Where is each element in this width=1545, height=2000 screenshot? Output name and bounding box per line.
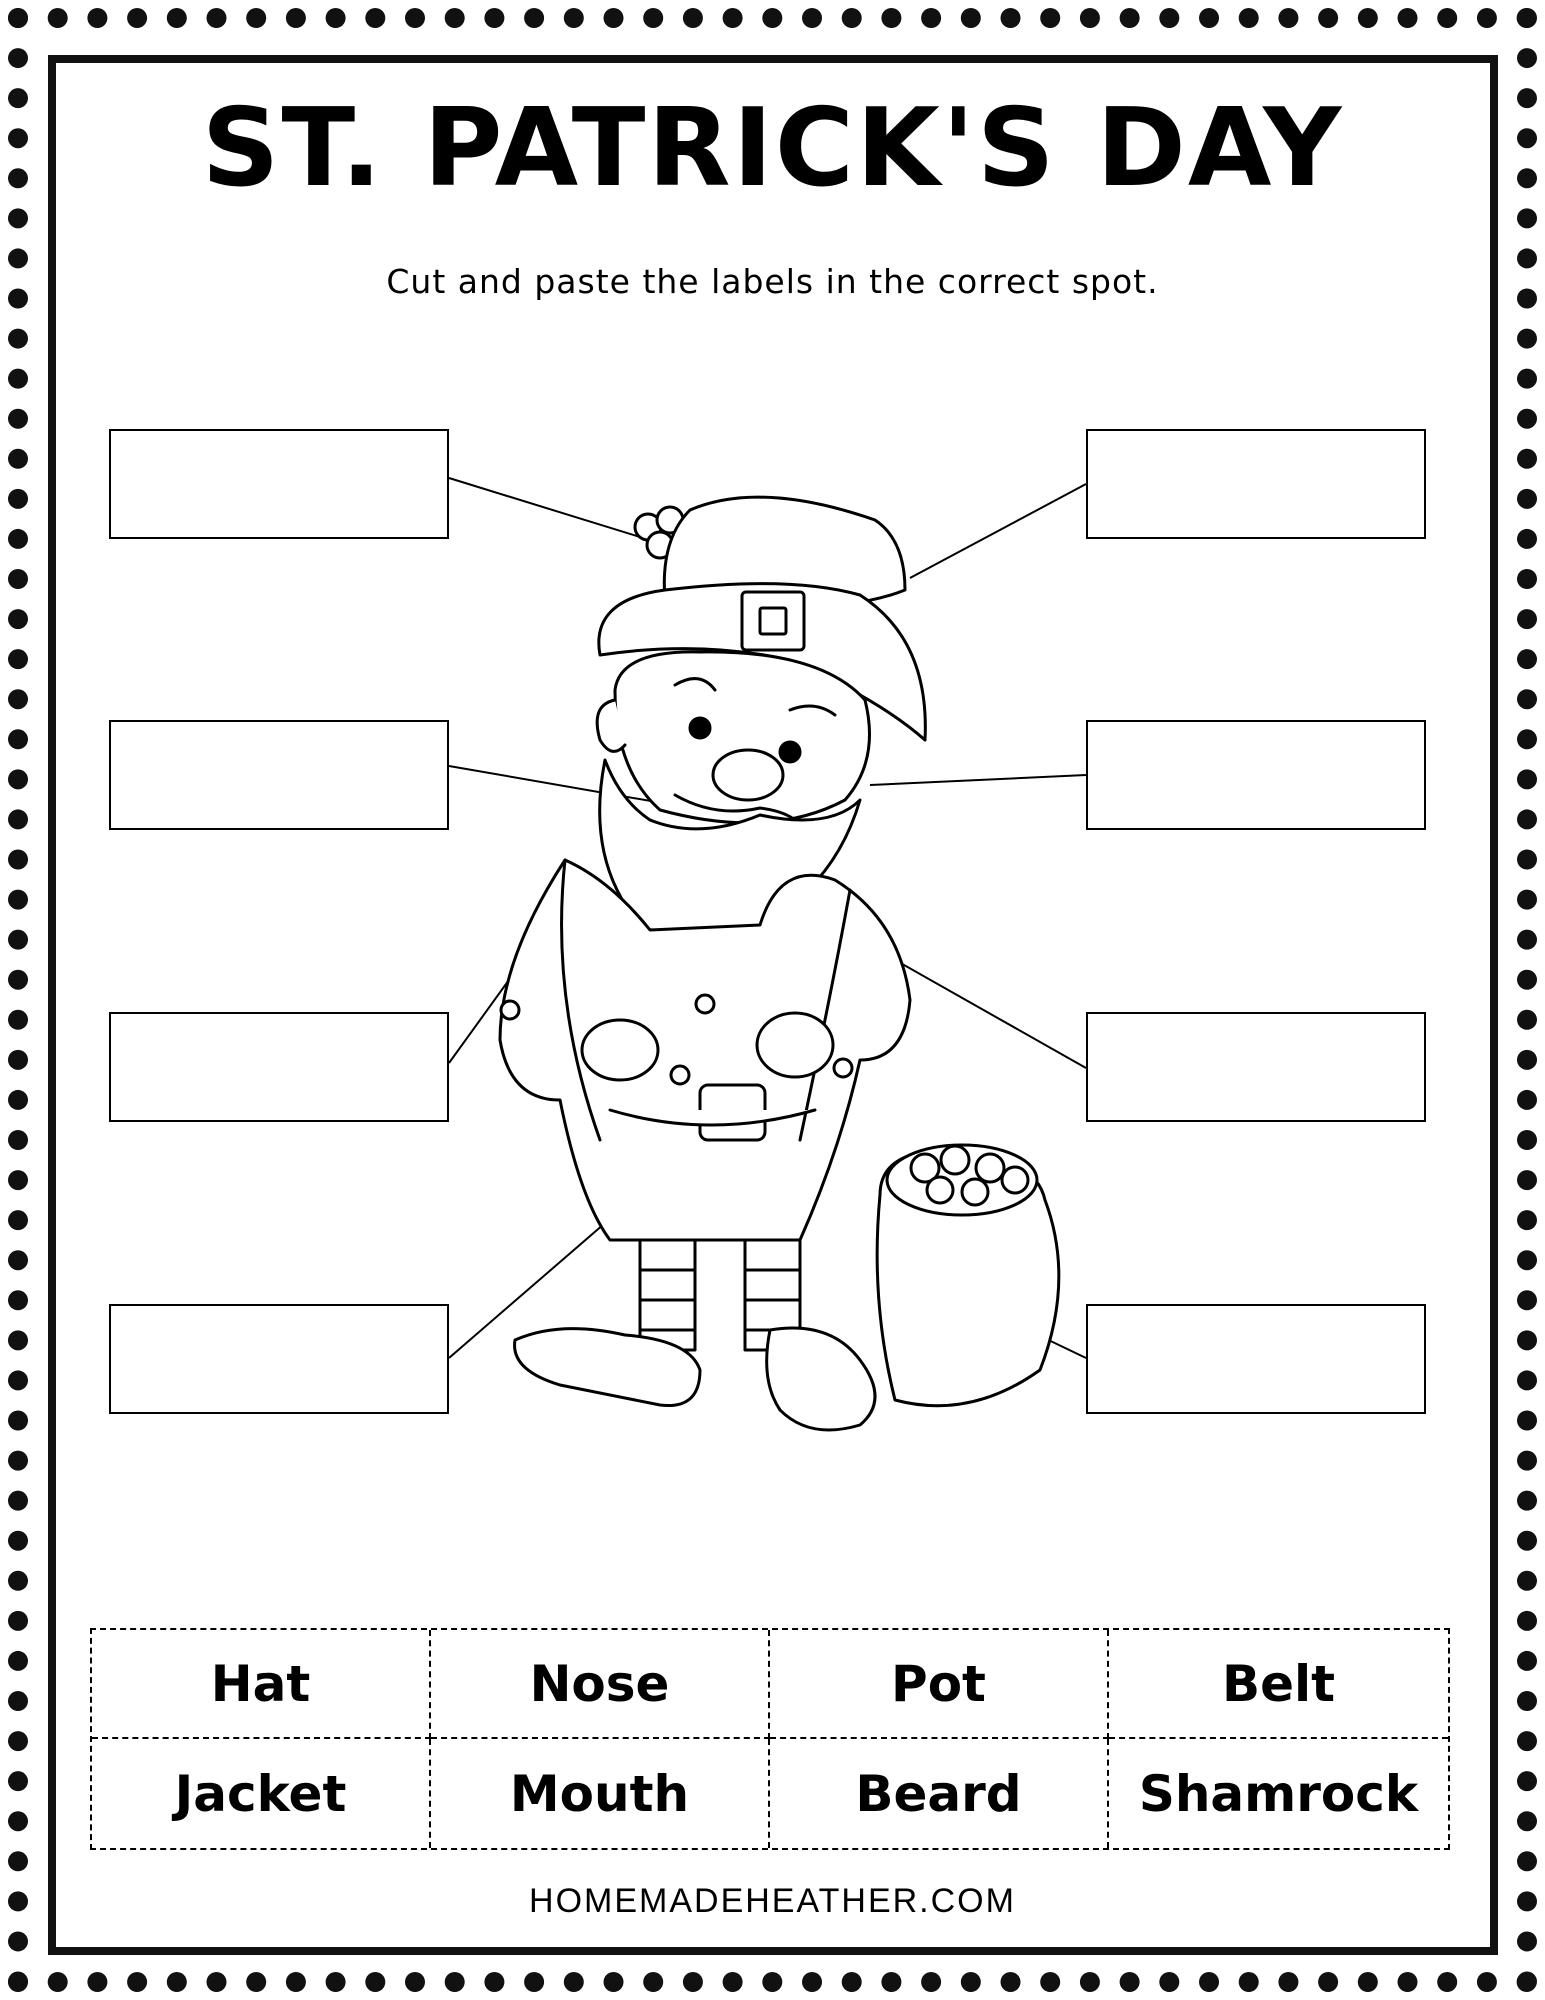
jacket-button xyxy=(834,1059,852,1077)
instructions: Cut and paste the labels in the correct spot. xyxy=(386,262,1159,301)
cut-label-beard[interactable]: Beard xyxy=(770,1739,1109,1848)
footer-website: HOMEMADEHEATHER.COM xyxy=(529,1882,1016,1920)
cut-label-mouth[interactable]: Mouth xyxy=(431,1739,770,1848)
jacket-button xyxy=(696,995,714,1013)
page-title: ST. PATRICK'S DAY xyxy=(201,86,1344,211)
cut-out-labels xyxy=(90,1628,1450,1850)
eye-right xyxy=(780,742,800,762)
nose xyxy=(713,750,783,800)
hand-right xyxy=(757,1013,833,1077)
leg-left xyxy=(640,1240,695,1350)
hand-left xyxy=(582,1020,658,1080)
cut-label-jacket[interactable]: Jacket xyxy=(92,1739,431,1848)
cut-label-nose[interactable]: Nose xyxy=(431,1630,770,1739)
cut-label-pot[interactable]: Pot xyxy=(770,1630,1109,1739)
cut-label-shamrock[interactable]: Shamrock xyxy=(1138,1764,1419,1823)
jacket-button xyxy=(671,1066,689,1084)
shoe-right xyxy=(767,1328,875,1430)
eye-left xyxy=(690,718,710,738)
leprechaun-icon xyxy=(500,497,1059,1430)
cut-label-hat[interactable]: Hat xyxy=(92,1630,431,1739)
jacket-button xyxy=(501,1001,519,1019)
cut-label-belt[interactable]: Belt xyxy=(1109,1630,1448,1739)
